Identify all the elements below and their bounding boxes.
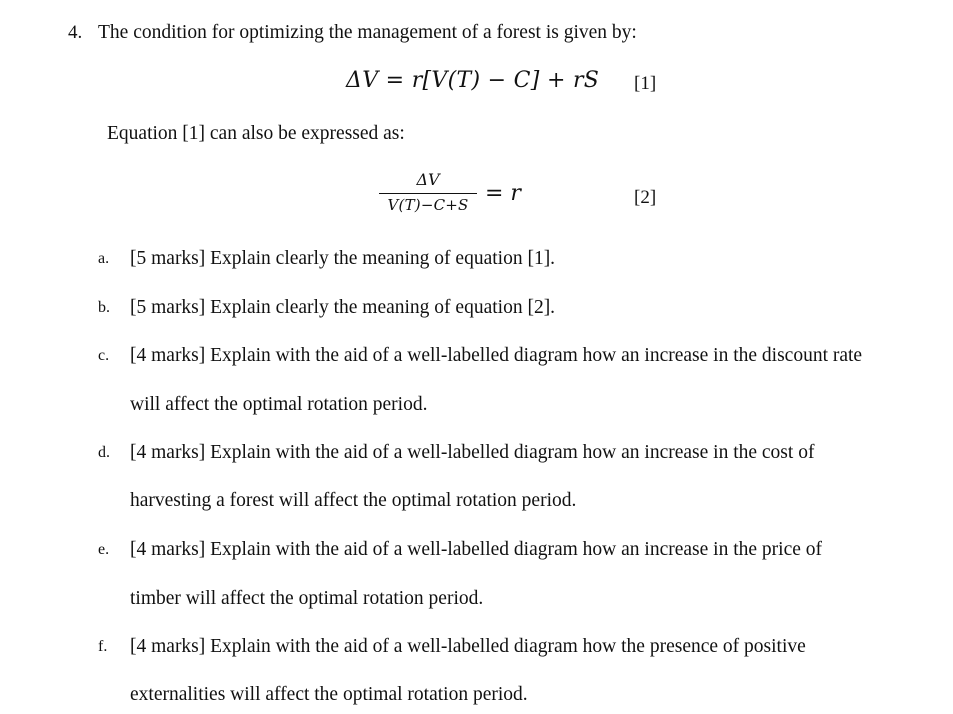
item-e-letter: e. [98,541,110,558]
item-f-text-line-1: [4 marks] Explain with the aid of a well-labelled diagram how the presence of positive [130,636,806,657]
equation-2-fraction [379,170,477,215]
equation-1-tag: [1] [634,73,657,94]
item-c-text-line-1: [4 marks] Explain with the aid of a well-labelled diagram how an increase in the discount rate [130,345,863,366]
equation-2-rhs: = r [485,181,521,206]
equation-2-denominator: V(T)−C+S [387,196,469,214]
fraction-bar [379,193,477,194]
item-d-letter: d. [98,444,110,461]
item-c-text-line-2: will affect the optimal rotation period. [130,394,428,415]
item-a-letter: a. [98,250,110,267]
item-f-letter: f. [98,638,108,655]
item-d-text-line-1: [4 marks] Explain with the aid of a well-labelled diagram how an increase in the cost of [130,442,815,463]
equation-2-tag: [2] [634,187,657,208]
item-f-text-line-2: externalities will affect the optimal rotation period. [130,684,528,705]
equation-1: ΔV = r[V(T) − C] + rS [346,68,600,93]
equation-2-intro: Equation [1] can also be expressed as: [107,123,405,144]
item-d-text-line-2: harvesting a forest will affect the optimal rotation period. [130,490,577,511]
question-number: 4. [68,22,83,43]
item-c-letter: c. [98,347,110,364]
item-b-text: [5 marks] Explain clearly the meaning of equation [2]. [130,297,556,318]
item-b-letter: b. [98,299,110,316]
equation-2-numerator: ΔV [416,170,440,189]
item-a-text: [5 marks] Explain clearly the meaning of equation [1]. [130,248,556,269]
question-text: The condition for optimizing the management of a forest is given by: [98,22,637,43]
item-e-text-line-1: [4 marks] Explain with the aid of a well-labelled diagram how an increase in the price of [130,539,822,560]
item-e-text-line-2: timber will affect the optimal rotation period. [130,588,484,609]
